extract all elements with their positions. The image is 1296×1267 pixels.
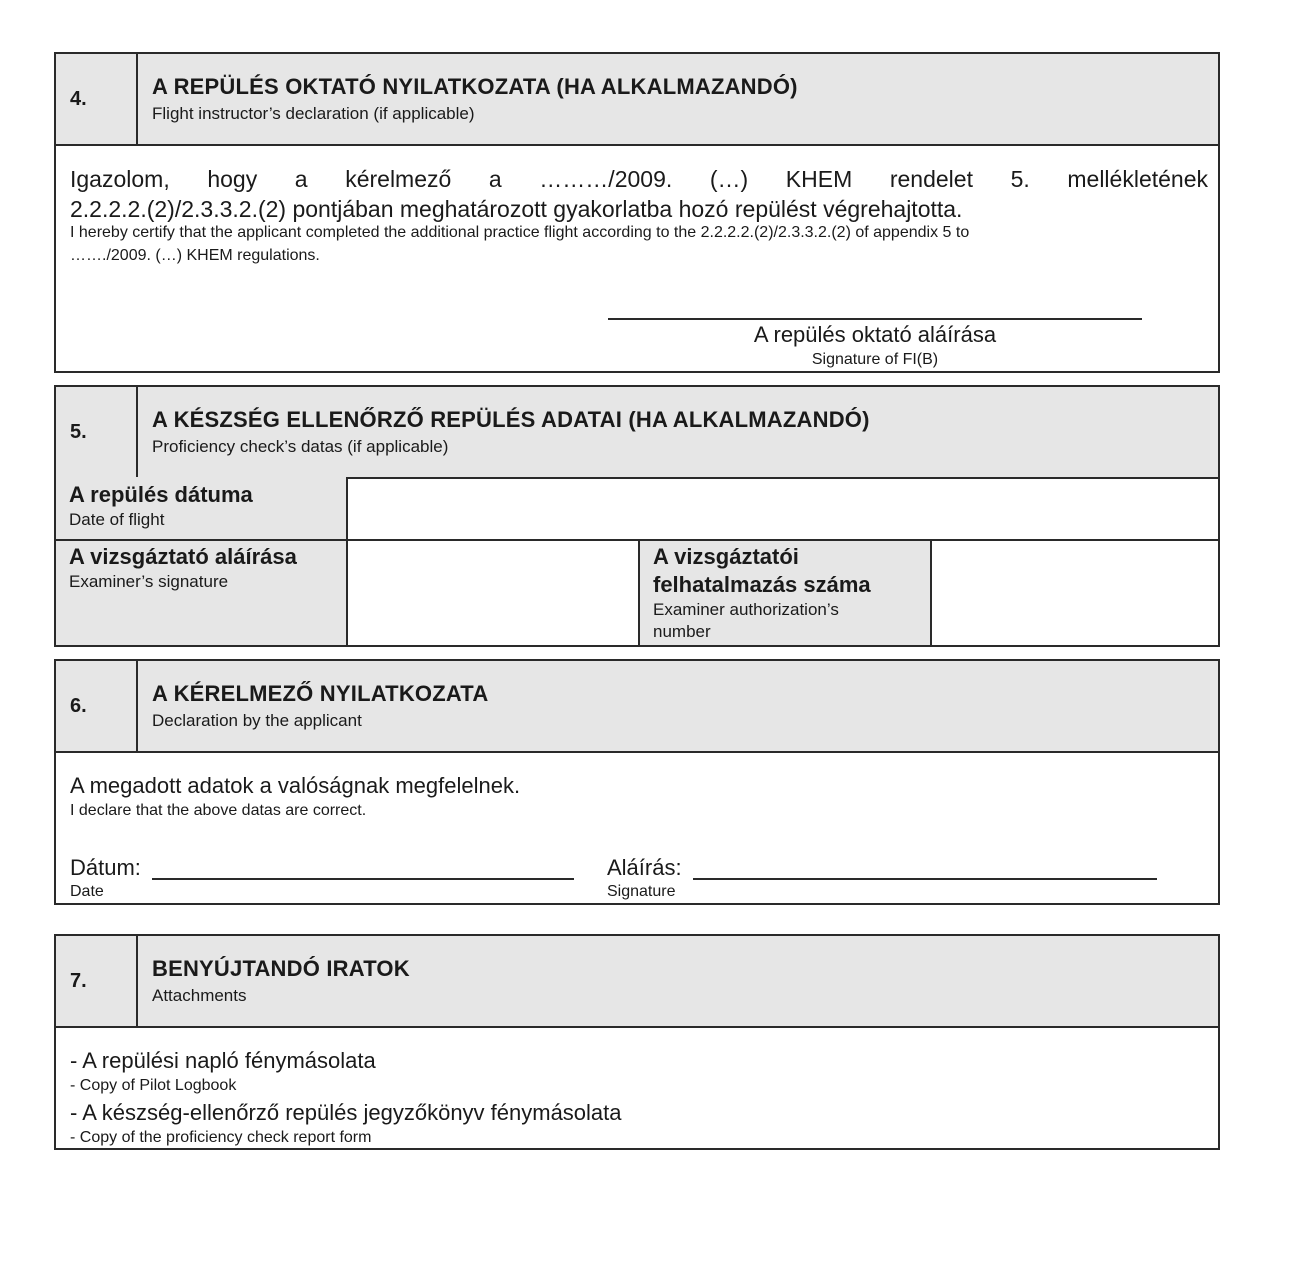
instructor-signature-label: A repülés oktató aláírása	[753, 322, 997, 347]
section-5	[54, 385, 1220, 647]
section-number: 4.	[56, 54, 138, 144]
instructor-signature-label-en: Signature of FI(B)	[811, 351, 939, 368]
section-6	[54, 659, 1220, 905]
declaration-text-en-line2: ……./2009. (…) KHEM regulations.	[70, 247, 320, 264]
section-title: A REPÜLÉS OKTATÓ NYILATKOZATA (HA ALKALMAZANDÓ)	[152, 74, 798, 99]
examiner-signature-label-en: Examiner’s signature	[69, 572, 229, 591]
attachment-item-1-hu: - A repülési napló fénymásolata	[70, 1048, 376, 1073]
examiner-authorization-label-line2: felhatalmazás száma	[653, 572, 871, 597]
section-title: BENYÚJTANDÓ IRATOK	[152, 956, 410, 981]
signature-label: Aláírás:	[607, 855, 682, 880]
section-title: A KÉRELMEZŐ NYILATKOZATA	[152, 681, 489, 706]
examiner-authorization-label-line1: A vizsgáztatói	[653, 544, 799, 569]
section-7	[54, 934, 1220, 1150]
instructor-signature-line[interactable]	[608, 318, 1142, 320]
examiner-signature-field[interactable]	[348, 541, 640, 645]
date-of-flight-label: A repülés dátuma	[69, 482, 253, 507]
examiner-authorization-field[interactable]	[932, 541, 1218, 645]
signature-field-line[interactable]	[693, 878, 1157, 880]
section-number: 6.	[56, 661, 138, 751]
date-field-line[interactable]	[152, 878, 574, 880]
examiner-authorization-label-en-line1: Examiner authorization’s	[653, 600, 839, 619]
section-number: 7.	[56, 936, 138, 1026]
date-of-flight-field[interactable]	[348, 477, 1218, 541]
applicant-declaration-en: I declare that the above datas are correct.	[70, 802, 367, 819]
section-subtitle: Proficiency check’s datas (if applicable)	[152, 437, 449, 456]
section-4	[54, 52, 1220, 373]
section-5-header	[56, 387, 1218, 479]
attachment-item-2-hu: - A készség-ellenőrző repülés jegyzőkönyv fénymásolata	[70, 1100, 622, 1125]
signature-label-en: Signature	[607, 883, 676, 900]
date-of-flight-label-cell	[56, 477, 348, 541]
section-number: 5.	[56, 387, 138, 477]
examiner-signature-label-cell	[56, 541, 348, 645]
applicant-declaration-hu: A megadott adatok a valóságnak megfelelnek.	[70, 773, 521, 798]
declaration-text-hu-line1: Igazolom, hogy a kérelmező a ………/2009. (…) KHEM rendelet 5. mellékletének	[70, 166, 1208, 192]
section-subtitle: Declaration by the applicant	[152, 711, 362, 730]
section-subtitle: Flight instructor’s declaration (if applicable)	[152, 104, 475, 123]
attachment-item-1-en: - Copy of Pilot Logbook	[70, 1077, 237, 1094]
attachment-item-2-en: - Copy of the proficiency check report form	[70, 1129, 372, 1146]
examiner-signature-label: A vizsgáztató aláírása	[69, 544, 297, 569]
section-4-header	[56, 54, 1218, 146]
examiner-authorization-label-cell	[640, 541, 932, 645]
section-6-header	[56, 661, 1218, 753]
section-title: A KÉSZSÉG ELLENŐRZŐ REPÜLÉS ADATAI (HA ALKALMAZANDÓ)	[152, 407, 870, 432]
declaration-text-en-line1: I hereby certify that the applicant completed the additional practice flight according to the 2.2.2.2.(2)/2.3.3.2.(2) of appendix 5 to	[70, 224, 970, 241]
date-label-en: Date	[70, 883, 104, 900]
declaration-text-hu-line2: 2.2.2.2.(2)/2.3.3.2.(2) pontjában meghatározott gyakorlatba hozó repülést végrehajtotta.	[70, 196, 963, 222]
section-7-header	[56, 936, 1218, 1028]
section-subtitle: Attachments	[152, 986, 247, 1005]
examiner-authorization-label-en-line2: number	[653, 622, 711, 641]
date-label: Dátum:	[70, 855, 141, 880]
date-of-flight-label-en: Date of flight	[69, 510, 165, 529]
